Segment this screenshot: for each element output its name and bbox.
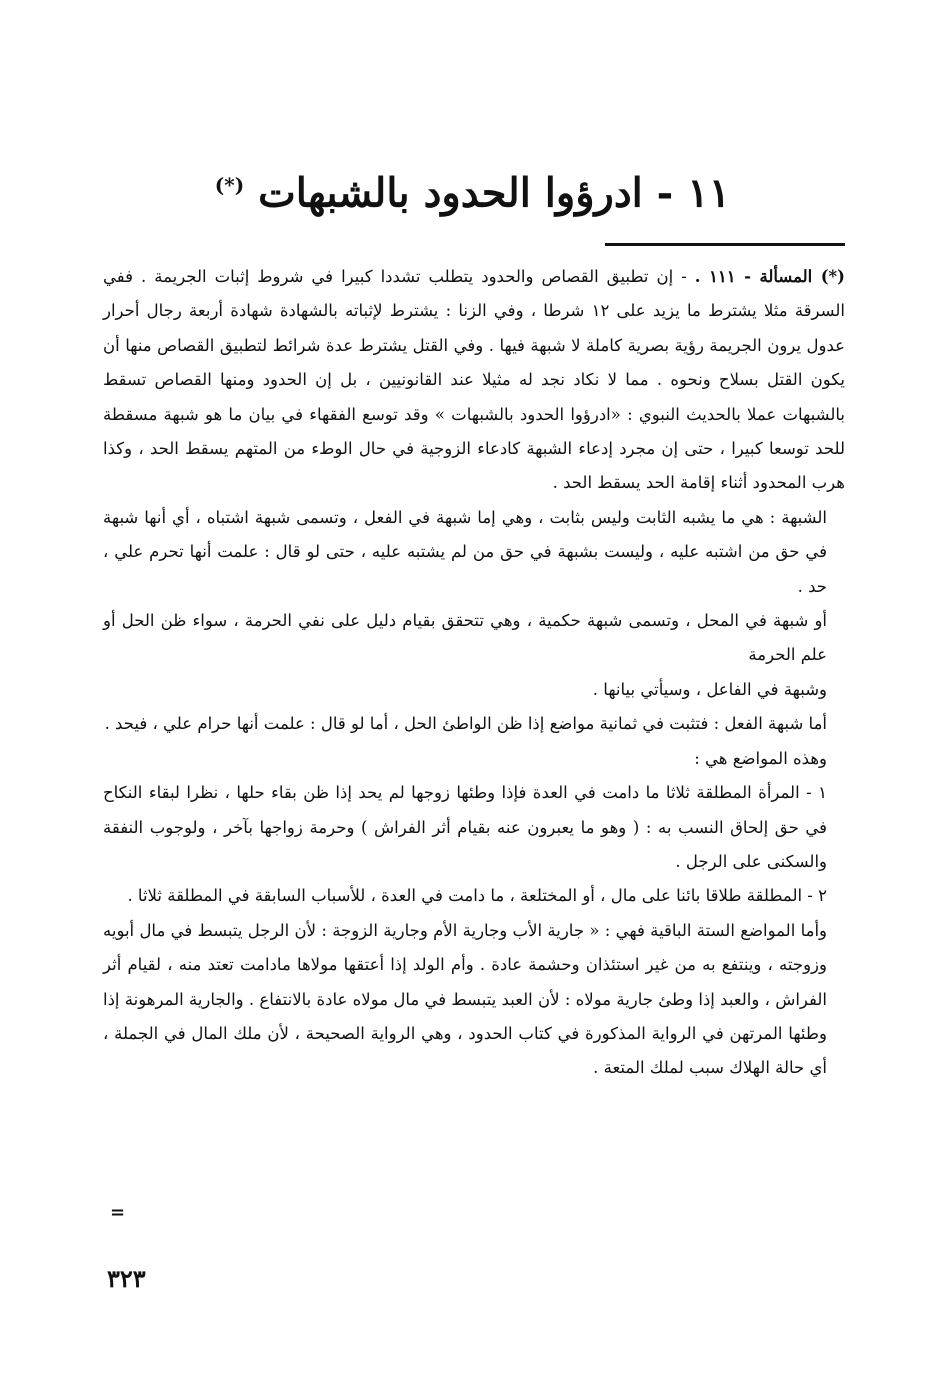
chapter-title-text: ١١ - ادرؤوا الحدود بالشبهات bbox=[258, 169, 731, 217]
footnote-body bbox=[103, 260, 845, 1086]
chapter-title bbox=[100, 150, 845, 228]
footnote-paragraph: أو شبهة في المحل ، وتسمى شبهة حكمية ، وهي تتحقق بقيام دليل على نفي الحرمة ، سواء ظن الحل أو علم الحرمة bbox=[103, 611, 827, 665]
footnote-paragraph: ٢ - المطلقة طلاقا بائنا على مال ، أو المختلعة ، ما دامت في العدة ، للأسباب السابقة في المطلقة ثلاثا . bbox=[127, 886, 827, 906]
footnote-paragraph bbox=[103, 260, 845, 501]
footnote-paragraph: ١ - المرأة المطلقة ثلاثا ما دامت في العدة فإذا وطئها زوجها لم يحد إذا ظن بقاء حلها ، نظرا لبقاء النكاح في حق إلحاق النسب به : ( وهو ما يعبرون عنه بقيام أثر الفراش ) وحرمة زواجها بآخر ، ولوجوب النفقة والسكنى على الرجل . bbox=[103, 783, 827, 871]
footnote-paragraph: وأما المواضع الستة الباقية فهي : « جارية الأب وجارية الأم وجارية الزوجة : لأن الرجل يتبسط في مال أبويه وزوجته ، وينتفع به من غير استئذان وحشمة عادة . وأم الولد إذا أعتقها مولاها مادامت تعتد منه ، لقيام أثر الفراش ، والعبد إذا وطئ جارية مولاه : لأن العبد يتبسط في مال مولاه عادة بالانتفاع . والجارية المرهونة إذا وطئها المرتهن في الرواية المذكورة في كتاب الحدود ، وهي الرواية الصحيحة ، لأن ملك المال في الجملة ، أي حالة الهلاك سبب لملك المتعة . bbox=[103, 920, 827, 1078]
footnote-paragraph: وشبهة في الفاعل ، وسيأتي بيانها . bbox=[592, 679, 827, 699]
footnote-paragraph-text: - إن تطبيق القصاص والحدود يتطلب تشددا كبيرا في شروط إثبات الجريمة . ففي السرقة مثلا يشترط ما يزيد على ١٢ شرطا ، وفي الزنا : يشترط لإثباته بالشهادة شهادة أربعة رجال أحرار عدول يرون الجريمة رؤية بصرية كاملة لا شبهة فيها . وفي القتل يشترط عدة شرائط لتطبيق القصاص منها أن يكون القتل بسلاح ونحوه . مما لا نكاد نجد له مثيلا عند القانونيين ، بل إن الحدود ومنها القصاص تسقط بالشبهات عملا بالحديث النبوي : «ادرؤوا الحدود بالشبهات » وقد توسع الفقهاء في بيان ما هو شبهة مسقطة للحد توسعا كبيرا ، حتى إن مجرد إدعاء الشبهة كادعاء الزوجية في حال الوطء من المتهم يسقط الحد ، وكذا هرب المحدود أثناء إقامة الحد يسقط الحد . bbox=[103, 267, 845, 493]
footnote-paragraph: أما شبهة الفعل : فتثبت في ثمانية مواضع إذا ظن الواطئ الحل ، أما لو قال : علمت أنها حرام علي ، فيحد . bbox=[104, 714, 827, 734]
title-footnote-marker: (*) bbox=[214, 173, 245, 197]
footnote-paragraph: وهذه المواضع هي : bbox=[694, 748, 827, 768]
continuation-mark: = bbox=[110, 1202, 126, 1223]
footnote-paragraph: الشبهة : هي ما يشبه الثابت وليس بثابت ، وهي إما شبهة في الفعل ، وتسمى شبهة اشتباه ، أي أنها شبهة في حق من اشتبه عليه ، وليست بشبهة في حق من لم يشتبه عليه ، حتى لو قال : علمت أنها تحرم علي ، حد . bbox=[103, 507, 827, 596]
footnote-separator bbox=[605, 243, 845, 246]
footnote-lead: (*) المسألة - ١١١ . bbox=[694, 267, 845, 286]
page-number: ٣٢٣ bbox=[107, 1264, 146, 1293]
